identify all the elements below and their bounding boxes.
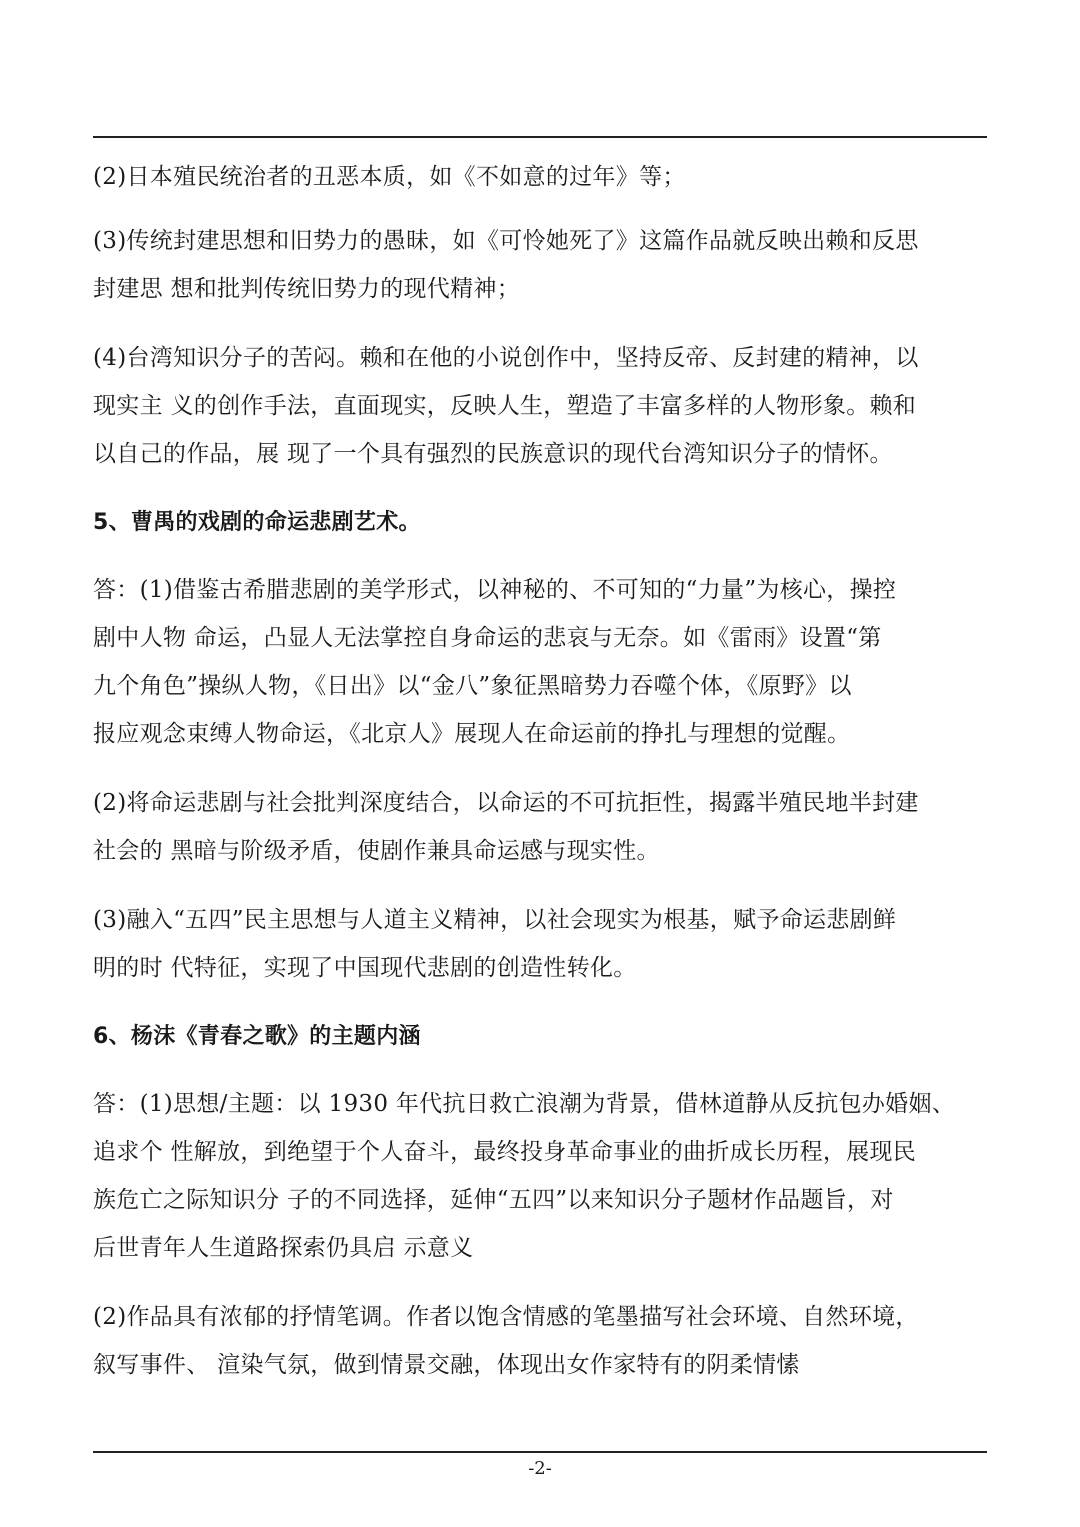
text-line: 后世青年人生道路探索仍具启 示意义 xyxy=(93,1235,474,1261)
text-line: 剧中人物 命运，凸显人无法掌控自身命运的悲哀与无奈。如《雷雨》设置“第 xyxy=(93,625,882,651)
text-line: 叙写事件、 渲染气氛，做到情景交融，体现出女作家特有的阴柔情愫 xyxy=(93,1352,800,1378)
footer-rule xyxy=(93,1451,987,1453)
section-heading: 6、杨沫《青春之歌》的主题内涵 xyxy=(93,1024,421,1049)
text-line: 报应观念束缚人物命运，《北京人》展现人在命运前的挣扎与理想的觉醒。 xyxy=(93,721,851,747)
page-number: -2- xyxy=(528,1458,552,1479)
text-line: 答：(1)借鉴古希腊悲剧的美学形式，以神秘的、不可知的“力量”为核心，操控 xyxy=(93,577,897,603)
text-line: 明的时 代特征，实现了中国现代悲剧的创造性转化。 xyxy=(93,955,637,981)
text-line: (4)台湾知识分子的苦闷。赖和在他的小说创作中，坚持反帝、反封建的精神，以 xyxy=(93,345,919,371)
text-line: 社会的 黑暗与阶级矛盾，使剧作兼具命运感与现实性。 xyxy=(93,838,660,864)
text-line: 追求个 性解放，到绝望于个人奋斗，最终投身革命事业的曲折成长历程，展现民 xyxy=(93,1139,917,1165)
text-line: (3)融入“五四”民主思想与人道主义精神，以社会现实为根基，赋予命运悲剧鲜 xyxy=(93,907,897,933)
text-line: 现实主 义的创作手法，直面现实，反映人生，塑造了丰富多样的人物形象。赖和 xyxy=(93,393,917,419)
text-line: (2)作品具有浓郁的抒情笔调。作者以饱含情感的笔墨描写社会环境、自然环境， xyxy=(93,1304,919,1330)
text-line: (2)将命运悲剧与社会批判深度结合，以命运的不可抗拒性，揭露半殖民地半封建 xyxy=(93,790,919,816)
text-line: (2)日本殖民统治者的丑恶本质，如《不如意的过年》等； xyxy=(93,164,686,190)
text-line: 答：(1)思想/主题：以 1930 年代抗日救亡浪潮为背景，借林道静从反抗包办婚姻、 xyxy=(93,1091,956,1117)
text-line: 封建思 想和批判传统旧势力的现代精神； xyxy=(93,276,521,302)
text-line: 以自己的作品，展 现了一个具有强烈的民族意识的现代台湾知识分子的情怀。 xyxy=(93,441,893,467)
header-rule xyxy=(93,136,987,138)
text-line: 九个角色”操纵人物，《日出》以“金八”象征黑暗势力吞噬个体，《原野》以 xyxy=(93,673,852,699)
section-heading: 5、曹禺的戏剧的命运悲剧艺术。 xyxy=(93,510,421,535)
text-line: (3)传统封建思想和旧势力的愚昧，如《可怜她死了》这篇作品就反映出赖和反思 xyxy=(93,228,919,254)
text-line: 族危亡之际知识分 子的不同选择，延伸“五四”以来知识分子题材作品题旨，对 xyxy=(93,1187,894,1213)
